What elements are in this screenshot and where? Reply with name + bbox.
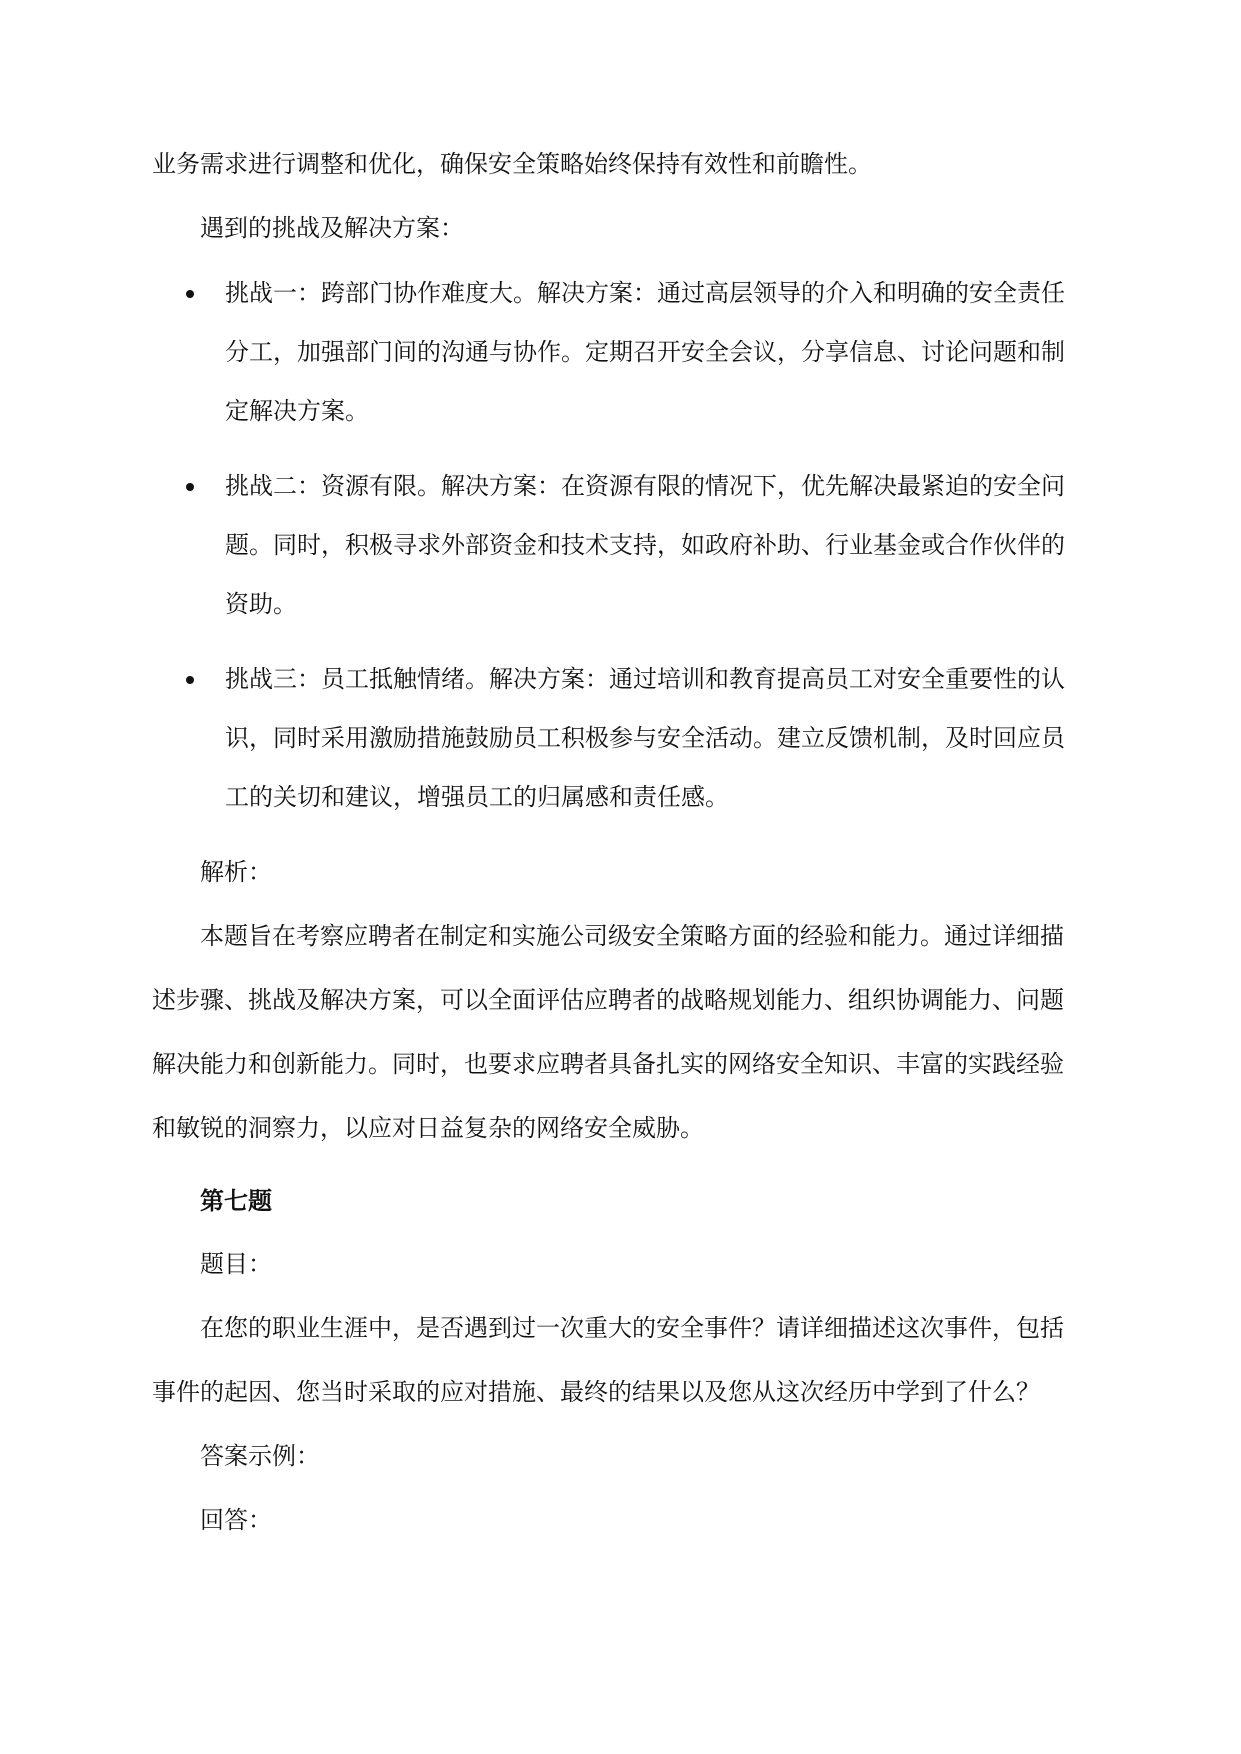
bullet-icon bbox=[186, 676, 194, 684]
challenge-1-line-2: 分工，加强部门间的沟通与协作。定期召开安全会议，分享信息、讨论问题和制 bbox=[225, 338, 1065, 366]
question-title: 第七题 bbox=[200, 1186, 272, 1215]
analysis-label: 解析： bbox=[200, 858, 272, 886]
challenge-2-line-2: 题。同时，积极寻求外部资金和技术支持，如政府补助、行业基金或合作伙伴的 bbox=[225, 531, 1065, 559]
analysis-line-4: 和敏锐的洞察力，以应对日益复杂的网络安全威胁。 bbox=[152, 1114, 704, 1142]
challenge-1-line-1: 挑战一：跨部门协作难度大。解决方案：通过高层领导的介入和明确的安全责任 bbox=[225, 279, 1065, 307]
question-line-2: 事件的起因、您当时采取的应对措施、最终的结果以及您从这次经历中学到了什么？ bbox=[152, 1378, 1040, 1406]
bullet-icon bbox=[186, 483, 194, 491]
intro-tail-paragraph: 业务需求进行调整和优化，确保安全策略始终保持有效性和前瞻性。 bbox=[152, 150, 872, 178]
analysis-line-3: 解决能力和创新能力。同时，也要求应聘者具备扎实的网络安全知识、丰富的实践经验 bbox=[152, 1050, 1064, 1078]
answer-example-label: 答案示例： bbox=[200, 1442, 320, 1470]
analysis-line-2: 述步骤、挑战及解决方案，可以全面评估应聘者的战略规划能力、组织协调能力、问题 bbox=[152, 986, 1064, 1014]
challenge-3-line-3: 工的关切和建议，增强员工的归属感和责任感。 bbox=[225, 783, 729, 811]
challenge-2-line-3: 资助。 bbox=[225, 590, 297, 618]
challenge-2-line-1: 挑战二：资源有限。解决方案：在资源有限的情况下，优先解决最紧迫的安全问 bbox=[225, 472, 1065, 500]
analysis-line-1: 本题旨在考察应聘者在制定和实施公司级安全策略方面的经验和能力。通过详细描 bbox=[200, 922, 1064, 950]
question-label: 题目： bbox=[200, 1250, 272, 1278]
bullet-icon bbox=[186, 290, 194, 298]
challenge-3-line-2: 识，同时采用激励措施鼓励员工积极参与安全活动。建立反馈机制，及时回应员 bbox=[225, 724, 1065, 752]
challenge-1-line-3: 定解决方案。 bbox=[225, 397, 369, 425]
challenge-3-line-1: 挑战三：员工抵触情绪。解决方案：通过培训和教育提高员工对安全重要性的认 bbox=[225, 665, 1065, 693]
question-line-1: 在您的职业生涯中，是否遇到过一次重大的安全事件？请详细描述这次事件，包括 bbox=[200, 1314, 1064, 1342]
challenges-heading: 遇到的挑战及解决方案： bbox=[200, 214, 464, 242]
answer-label: 回答： bbox=[200, 1506, 272, 1534]
